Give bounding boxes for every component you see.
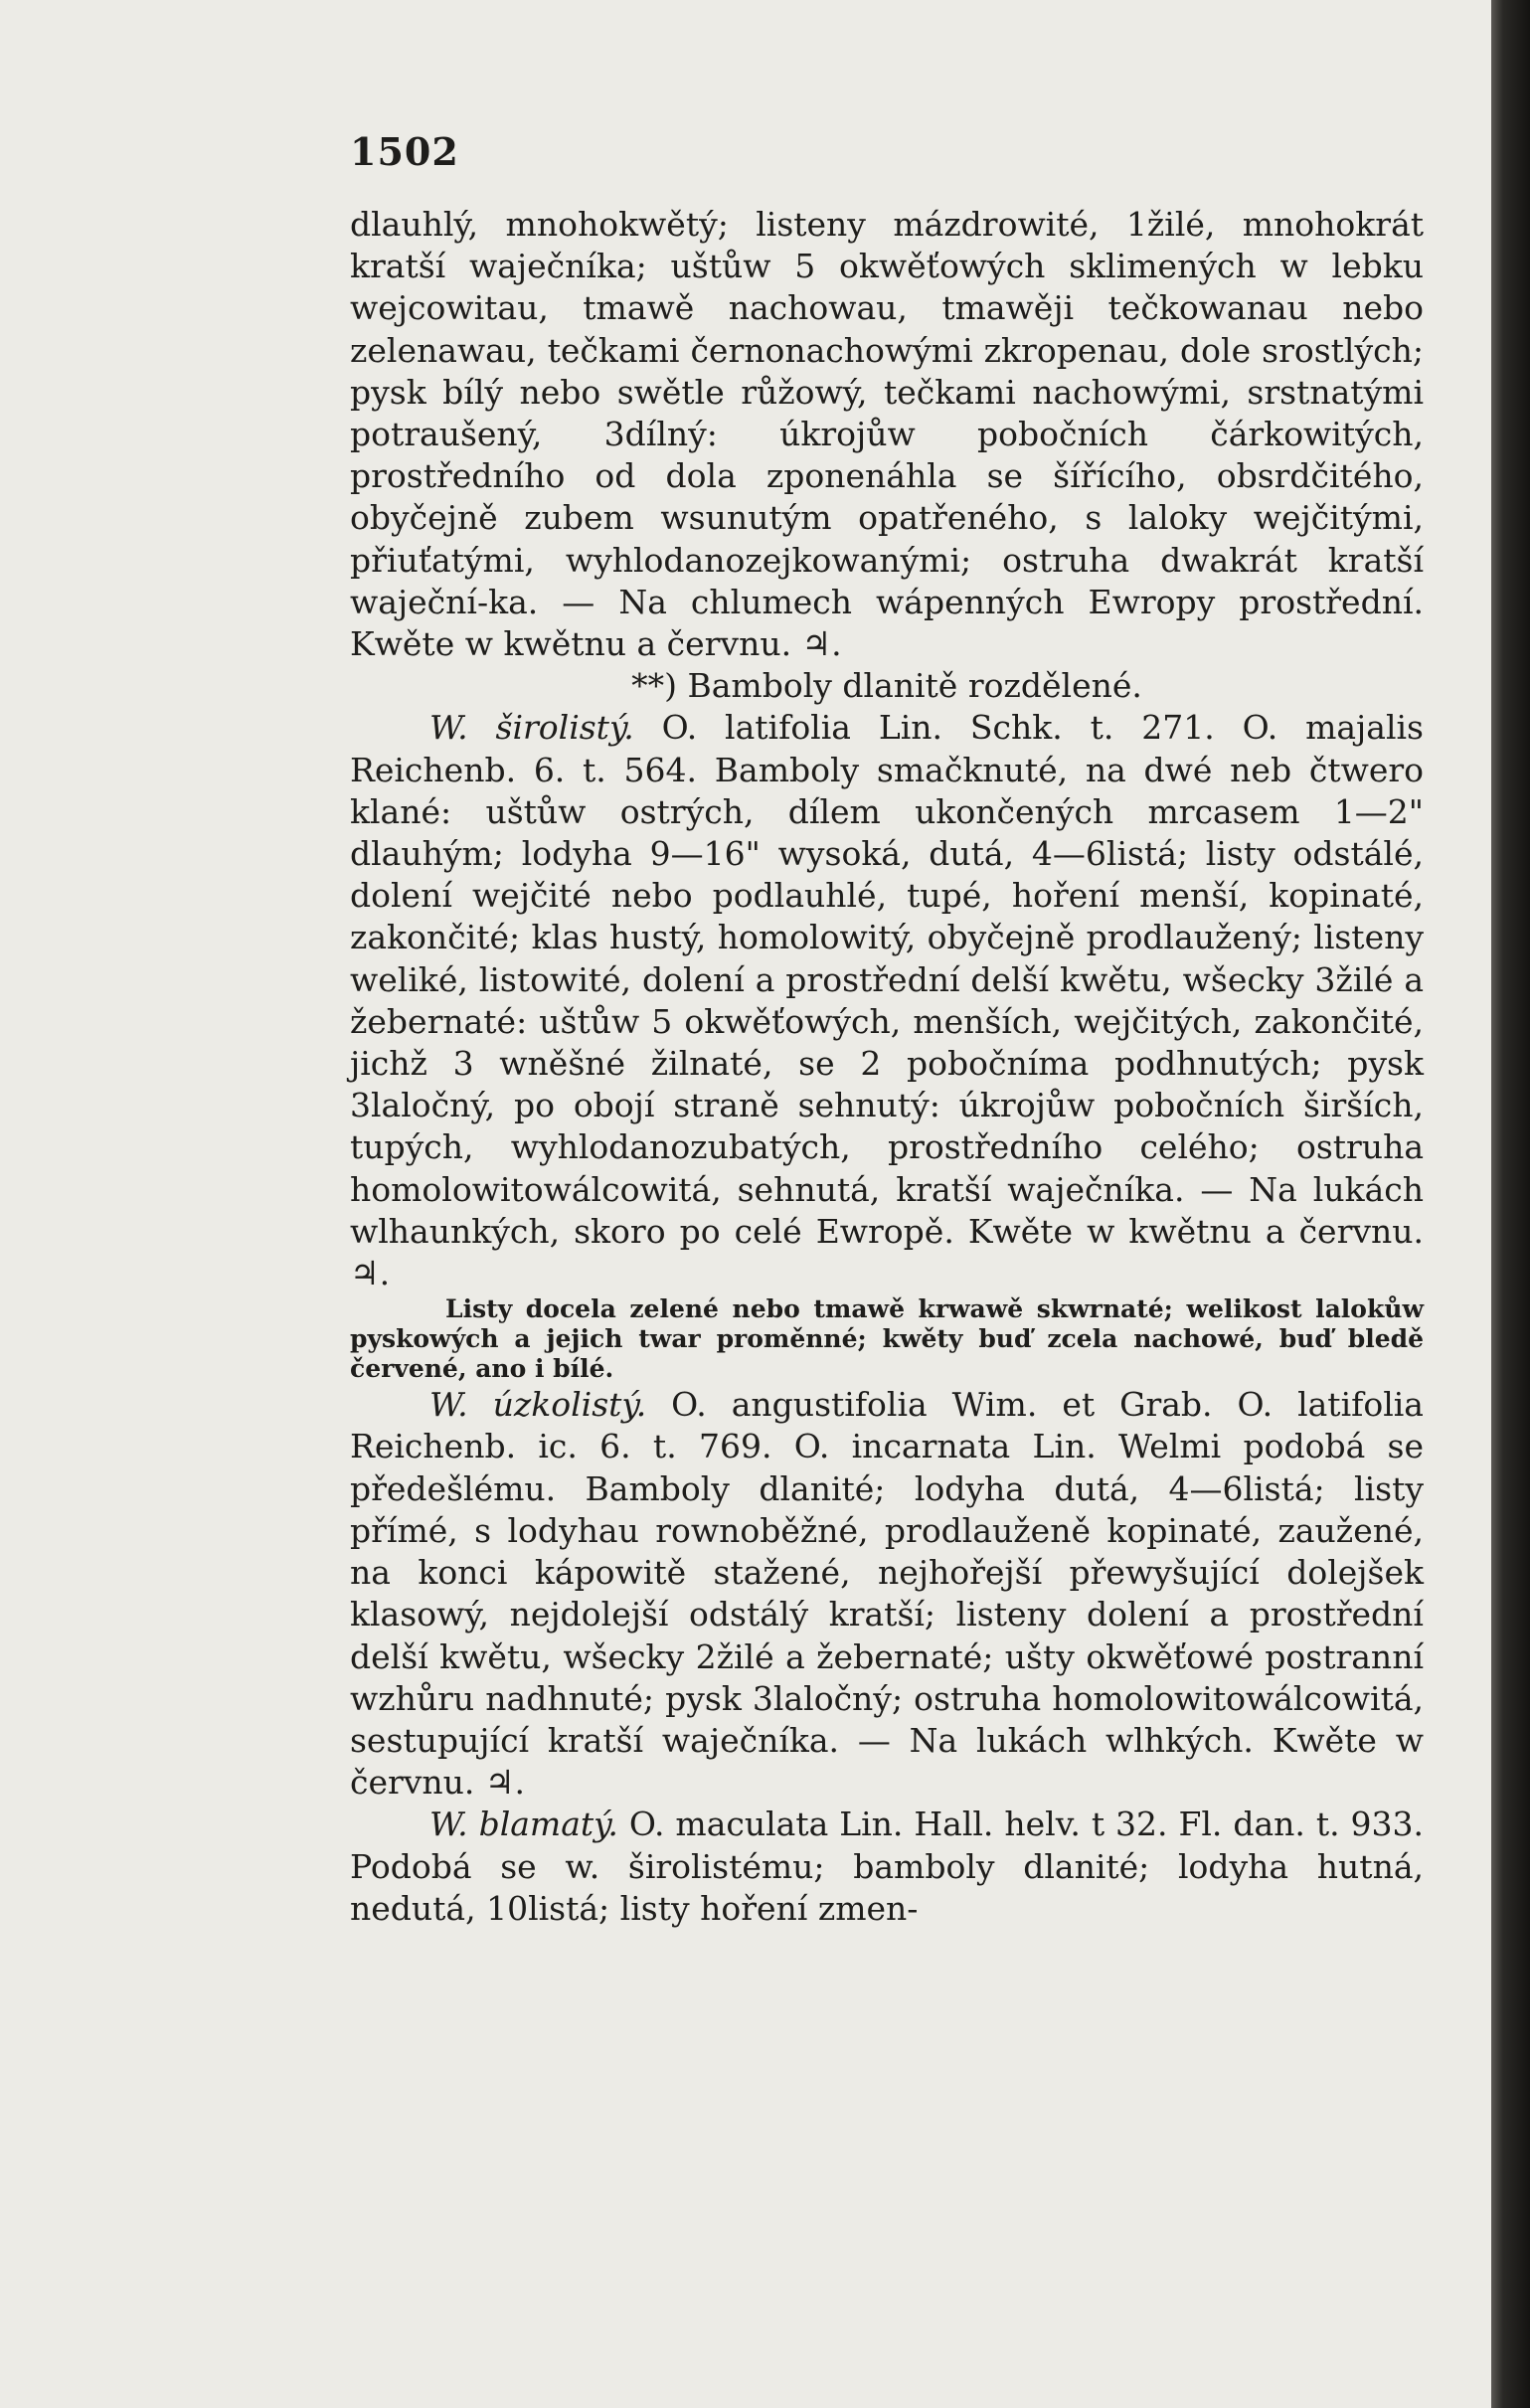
paragraph-blamaty [350,1804,1424,1930]
genus-name: W. blamatý. [429,1805,618,1844]
paragraph-sirolisty [350,707,1424,1294]
section-heading: **) Bamboly dlanitě rozdělené. [631,666,1142,706]
footnote-small-print: Listy docela zelené nebo tmawě krwawě skwrnaté; welikost lalokůw pyskowých a jejich twar proměnné; kwěty buď zcela nachowé, buď bledě červené, ano i bílé. [350,1294,1424,1384]
paragraph-text: O. maculata Lin. Hall. helv. t 32. Fl. dan. t. 933. Podobá se w. širolistému; bamboly dlanité; lodyha hutná, nedutá, 10listá; listy hoření zmen- [350,1805,1424,1928]
paragraph-uzkolisty [350,1384,1424,1804]
genus-name: W. širolistý. [429,708,634,748]
page-number: 1502 [350,129,459,174]
paragraph-orchid-description: dlauhlý, mnohokwětý; listeny mázdrowité, 1žilé, mnohokrát kratší waječníka; uštůw 5 okwěťowých sklimených w lebku wejcowitau, tmawě nachowau, tmawěji tečkowanau nebo zelenawau, tečkami černonachowými zkropenau, dole srostlých; pysk bílý nebo swětle růžowý, tečkami nachowými, srstnatými potraušený, 3dílný: úkrojůw pobočních čárkowitých, prostředního od dola zponenáhla se šířícího, obsrdčitého, obyčejně zubem wsunutým opatřeného, s laloky wejčitými, přiuťatými, wyhlodanozejkowanými; ostruha dwakrát kratší waječní-ka. — Na chlumech wápenných Ewropy prostřední. Kwěte w kwětnu a červnu. ♃. [350,205,1424,664]
genus-name: W. úzkolistý. [429,1385,647,1425]
page-edge [1491,0,1530,2408]
page-text [350,204,1424,1930]
paragraph-text: O. angustifolia Wim. et Grab. O. latifolia Reichenb. ic. 6. t. 769. O. incarnata Lin. Welmi podobá se předešlému. Bamboly dlanité; lodyha dutá, 4—6listá; listy přímé, s lodyhau rownoběžné, prodlauženě kopinaté, zaužené, na konci kápowitě stažené, nejhořejší přewyšující dolejšek klasowý, nejdolejší odstálý kratší; listeny dolení a prostřední delší kwětu, wšecky 2žilé a žebernaté; ušty okwěťowé postranní wzhůru nadhnuté; pysk 3laločný; ostruha homolowitowálcowitá, sestupující kratší waječníka. — Na lukách wlhkých. Kwěte w červnu. ♃. [350,1385,1424,1803]
paragraph-text: O. latifolia Lin. Schk. t. 271. O. majalis Reichenb. 6. t. 564. Bamboly smačknuté, na dwé neb čtwero klané: uštůw ostrých, dílem ukončených mrcasem 1—2" dlauhým; lodyha 9—16" wysoká, dutá, 4—6listá; listy odstálé, dolení wejčité nebo podlauhlé, tupé, hoření menší, kopinaté, zakončité; klas hustý, homolowitý, obyčejně prodlaužený; listeny weliké, listowité, dolení a prostřední delší kwětu, wšecky 3žilé a žebernaté: uštůw 5 okwěťowých, menších, wejčitých, zakončité, jichž 3 wněšné žilnaté, se 2 pobočníma podhnutých; pysk 3laločný, po obojí straně sehnutý: úkrojůw pobočních širších, tupých, wyhlodanozubatých, prostředního celého; ostruha homolowitowálcowitá, sehnutá, kratší waječníka. — Na lukách wlhaunkých, skoro po celé Ewropě. Kwěte w kwětnu a červnu. ♃. [350,708,1424,1293]
